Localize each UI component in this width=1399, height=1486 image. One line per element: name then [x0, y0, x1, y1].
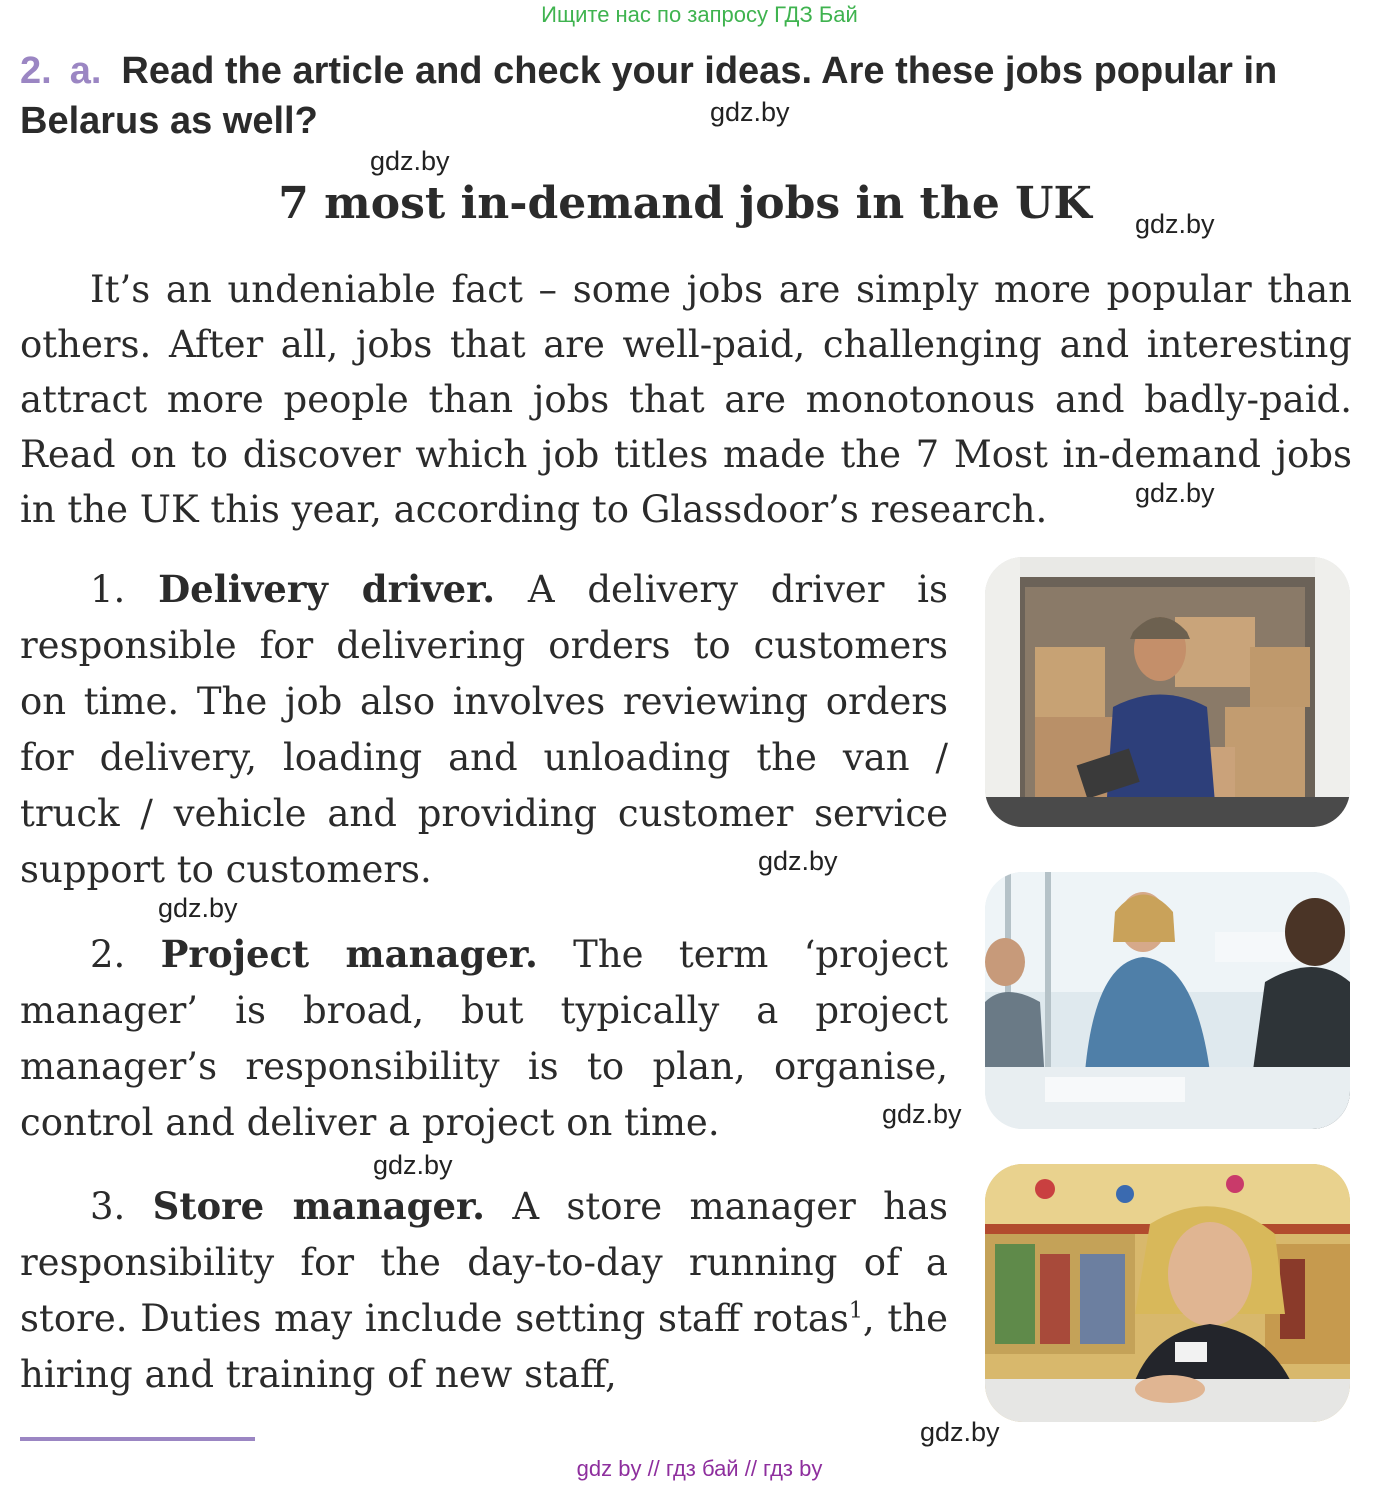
article-intro-text: It’s an undeniable fact – some jobs are simply more popular than others. After all, jobs that are well-paid, challenging and interesting attract more people than jobs that are monotonous and badly-paid. Read on to discover which job titles made the 7 Most in-demand jobs in the UK this year, according to Glassdoor’s research. — [20, 268, 1352, 531]
job-item-delivery-driver — [20, 561, 948, 898]
watermark: gdz.by — [158, 893, 238, 923]
project-manager-photo — [985, 872, 1350, 1129]
watermark: gdz.by — [758, 846, 838, 876]
job-item-number: 2. — [90, 933, 126, 976]
watermark: gdz.by — [1135, 478, 1215, 508]
footnote-divider — [20, 1437, 255, 1441]
job-item-number: 1. — [90, 568, 126, 611]
footnote-mark: 1 — [848, 1298, 863, 1324]
watermark: gdz.by — [373, 1150, 453, 1180]
watermark: gdz.by — [710, 97, 790, 127]
task-number: 2. — [20, 50, 52, 92]
top-banner: Ищите нас по запросу ГДЗ Бай — [541, 2, 858, 27]
bottom-banner: gdz by // гдз бай // гдз by — [576, 1456, 823, 1481]
delivery-driver-photo — [985, 557, 1350, 827]
job-item-text: A store manager has responsibility for the day-to-day running of a store. Duties may include setting staff rotas — [20, 1185, 948, 1340]
watermark: gdz.by — [882, 1099, 962, 1129]
watermark: gdz.by — [1135, 209, 1215, 239]
article-intro — [20, 262, 1352, 537]
job-item-store-manager — [20, 1178, 948, 1403]
job-item-text-continued: , the hiring and training of new staff, — [20, 1297, 948, 1396]
store-manager-photo — [985, 1164, 1350, 1422]
task-letter: a. — [69, 50, 102, 92]
article-title: 7 most in-demand jobs in the UK — [278, 178, 1092, 229]
task-heading — [20, 46, 1370, 146]
job-item-title: Project manager. — [160, 932, 538, 976]
watermark: gdz.by — [370, 146, 450, 176]
task-text: Read the article and check your ideas. Are these jobs popular in Belarus as well? — [20, 50, 1278, 142]
job-item-project-manager — [20, 926, 948, 1151]
watermark: gdz.by — [920, 1417, 1000, 1447]
job-item-title: Store manager. — [152, 1184, 486, 1228]
job-item-text: A delivery driver is responsible for delivering orders to customers on time. The job also involves reviewing orders for delivery, loading and unloading the van / truck / vehicle and providing customer service support to customers. — [20, 568, 948, 891]
job-item-number: 3. — [90, 1185, 126, 1228]
job-item-title: Delivery driver. — [158, 567, 496, 611]
job-item-text: The term ‘project manager’ is broad, but typically a project manager’s responsibility is to plan, organise, control and deliver a project on time. — [20, 933, 948, 1144]
